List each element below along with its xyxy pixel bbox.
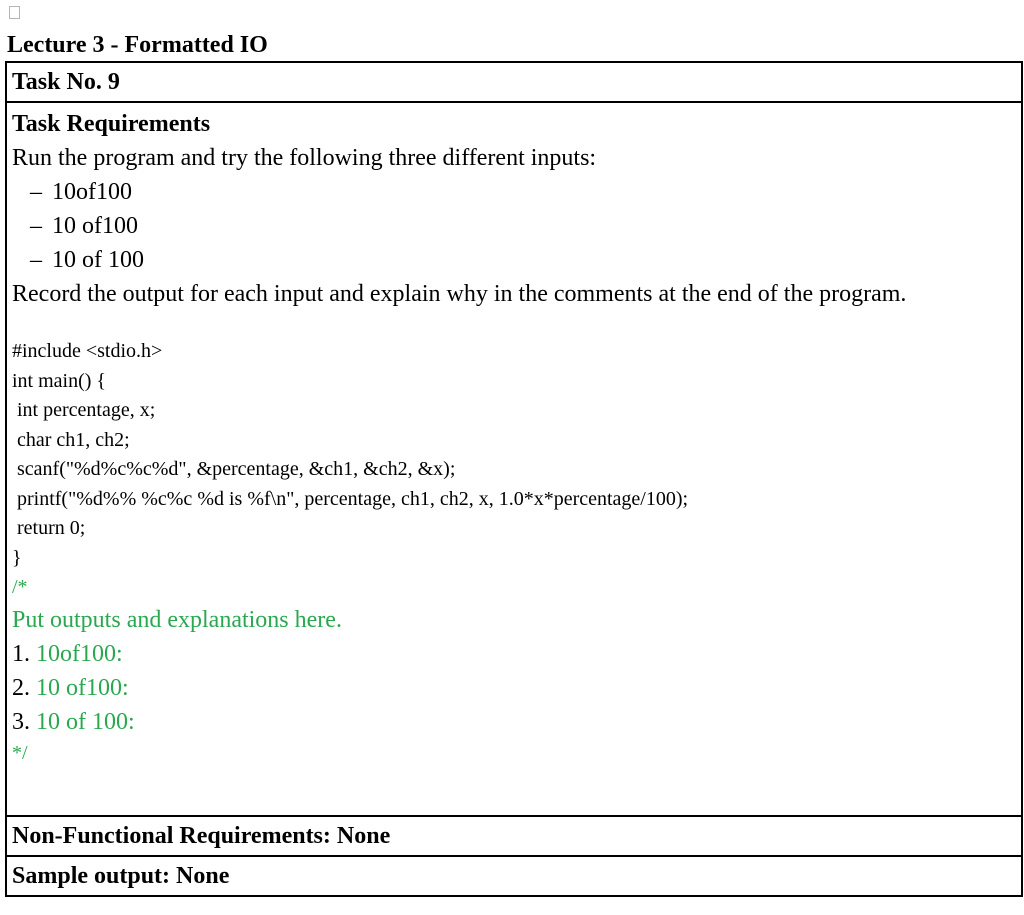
code-line: int main() { <box>12 369 107 392</box>
answer-line <box>12 637 1021 671</box>
sample-output: Sample output: None <box>6 856 1022 896</box>
comment-text: Put outputs and explanations here. <box>12 606 342 633</box>
code-line: #include <stdio.h> <box>12 340 163 362</box>
task-table <box>5 61 1023 897</box>
non-functional-row <box>6 816 1022 856</box>
answer-number: 1. <box>12 640 30 667</box>
task-number-row <box>6 62 1022 102</box>
list-item <box>12 243 1021 277</box>
answer-line <box>12 671 1021 705</box>
sample-output-row <box>6 856 1022 896</box>
input-value: 10of100 <box>52 179 132 205</box>
requirements-heading: Task Requirements <box>12 111 211 137</box>
code-line: scanf("%d%c%c%d", &percentage, &ch1, &ch2, &x); <box>12 458 456 480</box>
answer-number: 2. <box>12 674 30 701</box>
comment-close: */ <box>12 741 28 764</box>
code-line: } <box>12 546 22 569</box>
dash-icon: – <box>30 247 42 273</box>
answer-text: 10of100: <box>36 640 123 667</box>
list-item <box>12 175 1021 209</box>
requirements-intro: Run the program and try the following three different inputs: <box>12 145 597 171</box>
input-value: 10 of 100 <box>52 247 144 273</box>
document-title: Lecture 3 - Formatted IO <box>7 32 268 58</box>
answer-text: 10 of 100: <box>36 708 135 735</box>
dash-icon: – <box>30 179 42 205</box>
list-item <box>12 209 1021 243</box>
code-line: printf("%d%% %c%c %d is %f\n", percentage, ch1, ch2, x, 1.0*x*percentage/100); <box>12 487 689 510</box>
answer-text: 10 of100: <box>36 674 129 701</box>
input-value: 10 of100 <box>52 213 138 239</box>
task-requirements-row <box>6 102 1022 816</box>
task-requirements-cell <box>6 102 1022 816</box>
image-placeholder-icon <box>9 6 20 19</box>
code-line: int percentage, x; <box>12 399 156 421</box>
answer-number: 3. <box>12 708 30 735</box>
requirements-record: Record the output for each input and explain why in the comments at the end of the program. <box>12 281 907 307</box>
dash-icon: – <box>30 213 42 239</box>
answer-line <box>12 705 1021 739</box>
code-line: char ch1, ch2; <box>12 428 130 451</box>
task-number: Task No. 9 <box>6 62 1022 102</box>
non-functional-requirements: Non-Functional Requirements: None <box>6 816 1022 856</box>
comment-open: /* <box>12 576 28 598</box>
input-list <box>12 175 1021 277</box>
code-block <box>12 337 1021 768</box>
code-line: return 0; <box>12 517 86 539</box>
